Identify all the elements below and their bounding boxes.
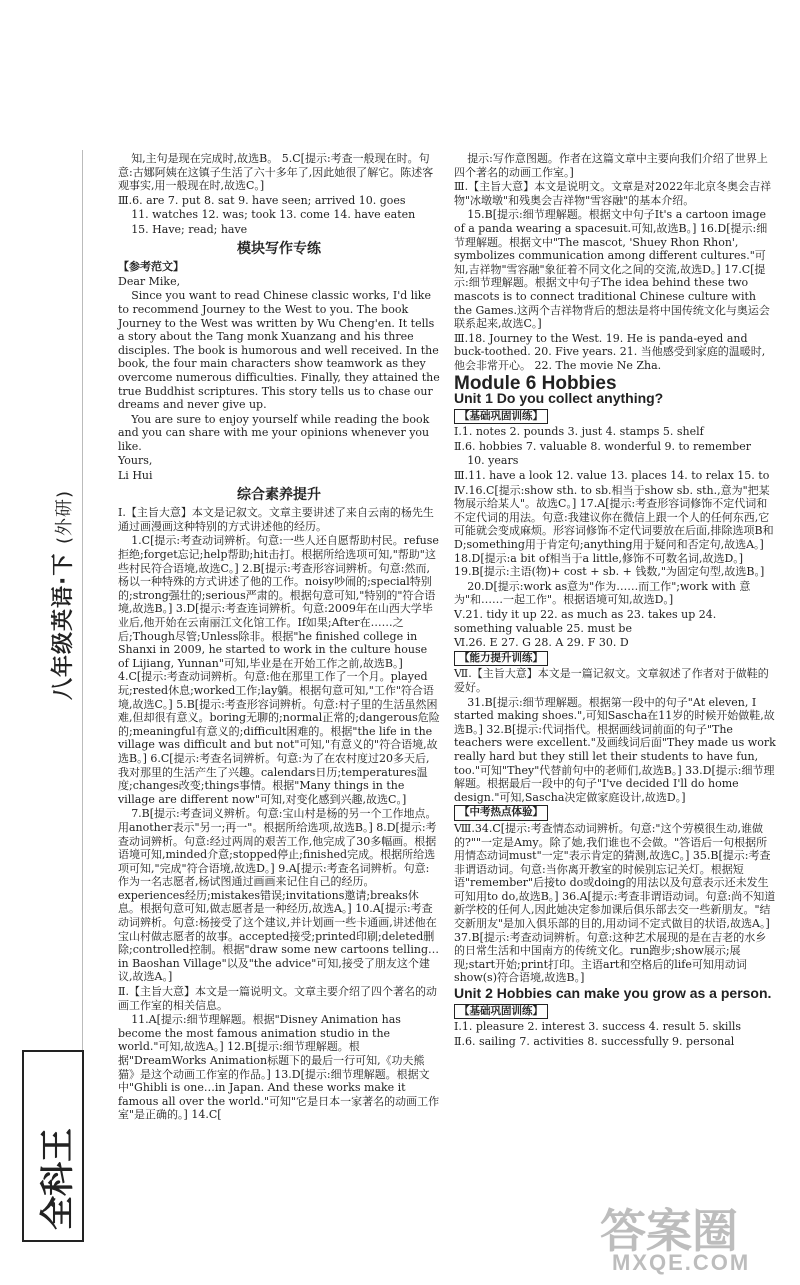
watermark-logo: 答案圈 <box>600 1204 738 1258</box>
book-spine <box>0 0 118 1285</box>
answer-paragraph: 1.C[提示:考查动词辨析。句意:一些人还自愿帮助村民。refuse拒绝;forget忘记;help帮助;hit击打。根据所给选项可知,"帮助"这些村民符合语境,故选C。] 2.B[提示:考查形容词辨析。句意:然而,杨以一种特殊的方式讲述了他的工作。noisy吵闹的;special特别的;strong强壮的;serious严肃的。根据句意可知,"特别的"符合语境,故选B。] 3.D[提示:考查连词辨析。句意:2009年在山西大学毕业后,他开始在云南丽江文化馆工作。If如果;After在……之后;Though尽管;Unless除非。根据"he finished college in Shanxi in 2009, he started to work in the culture house of Lijiang, Yunnan"可知,毕业是在开始工作之前,故选B。] 4.C[提示:考查动词辨析。句意:他在那里工作了一个月。played玩;rested休息;worked工作;lay躺。根据句意可知,"工作"符合语境,故选C。] 5.B[提示:考查形容词辨析。句意:村子里的生活虽然困难,但却很有意义。boring无聊的;normal正常的;dangerous危险的;meaningful有意义的;difficult困难的。根据"the life in the village was difficult and but not"可知,"有意义的"符合语境,故选B。] 6.C[提示:考查名词辨析。句意:为了在农村度过20多天后,我对那里的生活产生了兴趣。calendars日历;temperatures温度;changes改变;things事情。根据"Many things in the village are different now"可知,对变化感到兴趣,故选C。] <box>118 534 440 806</box>
answer-line: Ⅱ.6. hobbies 7. valuable 8. wonderful 9. to remember <box>454 439 751 453</box>
brand-name: 全科王 <box>38 1128 78 1230</box>
right-column <box>454 152 776 1049</box>
passage-summary: Ⅱ.【主旨大意】本文是一篇说明文。文章主要介绍了四个著名的动画工作室的相关信息。 <box>118 985 437 1012</box>
answer-line: 知,主句是现在完成时,故选B。 5.C[提示:考查一般现在时。句意:古娜阿姨在这镇子生活了六十多年了,因此她很了解它。陈述客观事实,用一般现在时,故选C。] <box>118 152 434 193</box>
left-column <box>118 152 440 1123</box>
passage-summary: Ⅰ.【主旨大意】本文是记叙文。文章主要讲述了来自云南的杨先生通过画漫画这种特别的方式讲述他的经历。 <box>118 506 434 533</box>
answer-line: Ⅰ.1. pleasure 2. interest 3. success 4. result 5. skills <box>454 1020 742 1034</box>
answer-line: 10. years <box>467 454 519 468</box>
watermark-url: MXQE.COM <box>612 1250 751 1275</box>
answer-paragraph: 15.B[提示:细节理解题。根据文中句子It's a cartoon image of a panda wearing a spacesuit.可知,故选B。] 16.D[提示:细节理解题。根据文中"The mascot, 'Shuey Rhon Rhon', symbolizes communication among different cultures."可知,吉祥物"雪容融"象征着不同文化之间的交流,故选D。] 17.C[提示:细节理解题。根据文中句子The idea behind these two mascots is to connect traditional Chinese culture with the Games.这两个吉祥物背后的想法是将中国传统文化与奥运会联系起来,故选C。] <box>454 208 770 331</box>
letter-body: You are sure to enjoy yourself while reading the book and you can share with me your opinions whenever you like. <box>118 412 430 453</box>
comprehensive-section-title: 综合素养提升 <box>237 486 321 503</box>
answer-paragraph: Ⅷ.34.C[提示:考查情态动词辨析。句意:"这个劳模很生动,谁做的?""一定是Amy。除了她,我们谁也不会做。"答语后一句根据所用情态动词must"一定"表示肯定的猜测,故选C。] 35.B[提示:考查非谓语动词。句意:当你离开教室的时候别忘记关灯。根据短语"remember"后接to do或doing的用法以及句意表示还未发生可知用to do,故选B。] 36.A[提示:考查非谓语动词。句意:尚不知道新学校的任何人,因此她决定参加课后俱乐部去交一些新朋友。"结交新朋友"是加入俱乐部的目的,用动词不定式做目的状语,故选A。] 37.B[提示:考查动词辨析。句意:这种艺术展现的是在吉老的水乡的日常生活和中国南方的传统文化。run跑步;show展示;展现;start开始;print打印。主语art和空格后的life可知用动词show(s)符合语境,故选B。] <box>454 821 776 985</box>
passage-summary: Ⅶ.【主旨大意】本文是一篇记叙文。文章叙述了作者对于做鞋的爱好。 <box>454 667 769 694</box>
exam-hotspot-label: 【中考热点体验】 <box>454 805 548 821</box>
letter-signature: Li Hui <box>118 469 153 483</box>
answer-line: Ⅲ.11. have a look 12. value 13. places 14. to relax 15. to <box>454 469 770 483</box>
answer-paragraph: 31.B[提示:细节理解题。根据第一段中的句子"At eleven, I started making shoes.",可知Sascha在11岁的时候开始做鞋,故选B。] 32.B[提示:代词指代。根据画线词前面的句子"The teachers were excellent."及画线词后面"They made us work really hard but they still let their students to have fun, too."可知"They"代替前句中的老师们,故选B。] 33.D[提示:细节理解题。根据最后一段中的句子"I've decided I'll do home design."可知,Sascha决定做家庭设计,故选D。] <box>454 695 776 804</box>
answer-line: 11. watches 12. was; took 13. come 14. have eaten <box>131 208 416 222</box>
unit1-heading: Unit 1 Do you collect anything? <box>454 390 664 407</box>
unit2-basic-training-label: 【基础巩固训练】 <box>454 1004 548 1020</box>
answer-line: Ⅰ.1. notes 2. pounds 3. just 4. stamps 5. shelf <box>454 425 704 439</box>
answer-line: 15. Have; read; have <box>131 222 248 236</box>
brand-logo <box>10 1050 88 1250</box>
answer-paragraph: Ⅲ.18. Journey to the West. 19. He is panda-eyed and buck-toothed. 20. Five years. 21. 当他感受到家庭的温暖时,他会非常开心。 22. The movie Ne Zha. <box>454 331 766 372</box>
answer-paragraph: 7.B[提示:考查词义辨析。句意:宝山村是杨的另一个工作地点。用another表示"另一;再一"。根据所给选项,故选B。] 8.D[提示:考查动词辨析。句意:经过两周的艰苦工作,他完成了30多幅画。根据语境可知,minded介意;stopped停止;finished完成。根据所给选项可知,"完成"符合语境,故选D。] 9.A[提示:考查名词辨析。句意:作为一名志愿者,杨试图通过画画来记住自己的经历。experiences经历;mistakes错误;invitations邀请;breaks休息。根据句意可知,做志愿者是一种经历,故选A。] 10.A[提示:考查动词辨析。句意:杨接受了这个建议,并计划画一些卡通画,讲述他在宝山村做志愿者的故事。accepted接受;printed印刷;deleted删除;controlled控制。根据"draw some new cartoons telling…in Baoshan Village"以及"the advice"可知,接受了朋友这个建议,故选A。] <box>118 807 439 984</box>
writing-section-title: 模块写作专练 <box>237 240 321 257</box>
passage-summary: Ⅲ.【主旨大意】本文是说明文。文章是对2022年北京冬奥会吉祥物"冰墩墩"和残奥会吉祥物"雪容融"的基本介绍。 <box>454 180 772 207</box>
answer-line: Ⅱ.6. sailing 7. activities 8. successfully 9. personal <box>454 1034 735 1048</box>
letter-body: Since you want to read Chinese classic works, I'd like to recommend Journey to the West to you. The book Journey to the West was written by Wu Cheng'en. It tells a story about the Tang monk Xuanzang and his three disciples. The book is humorous and well received. In the book, the four main characters show teamwork as they overcome numerous difficulties. Finally, they attained the true Buddhist scriptures. This story tells us to chase our dreams and never give up. <box>118 289 440 412</box>
answer-line: Ⅲ.6. are 7. put 8. sat 9. have seen; arrived 10. goes <box>118 193 406 207</box>
spine-book-label <box>24 430 84 710</box>
letter-greeting: Dear Mike, <box>118 274 181 288</box>
book-edition: (外研) <box>54 489 75 544</box>
answer-paragraph: 20.D[提示:work as意为"作为……而工作";work with 意为"和……一起工作"。根据语境可知,故选D。] <box>454 579 751 607</box>
basic-training-label: 【基础巩固训练】 <box>454 409 548 425</box>
answer-paragraph: 提示:写作意图题。作者在这篇文章中主要向我们介绍了世界上四个著名的动画工作室。] <box>454 152 768 179</box>
letter-closing: Yours, <box>118 454 153 468</box>
answer-paragraph: Ⅳ.16.C[提示:show sth. to sb.相当于show sb. sth.,意为"把某物展示给某人"。故选C。] 17.A[提示:考查形容词修饰不定代词和不定代词的用法。句意:我建议你在微信上跟一个人的任何东西,它可能就会变成麻烦。形容词修饰不定代词要放在后面,排除选项B和D;something用于肯定句;anything用于疑问和否定句,故选A。] 18.D[提示:a bit of相当于a little,修饰不可数名词,故选D。] 19.B[提示:主语(物)+ cost + sb. + 钱数,"为固定句型,故选B。] <box>454 483 774 579</box>
answer-line: Ⅴ.21. tidy it up 22. as much as 23. takes up 24. something valuable 25. must be <box>454 608 717 635</box>
answer-line: Ⅵ.26. E 27. G 28. A 29. F 30. D <box>454 636 629 650</box>
ability-training-label: 【能力提升训练】 <box>454 651 548 667</box>
answer-paragraph: 11.A[提示:细节理解题。根据"Disney Animation has become the most famous animation studio in the world."可知,故选A。] 12.B[提示:细节理解题。根据"DreamWorks Animation标题下的最后一行可知,《功夫熊猫》是这个动画工作室的作品。] 13.D[提示:细节理解题。根据文中"Ghibli is one…in Japan. And these works make it famous all over the world."可知"它是日本一家著名的动画工作室"是正确的。] 14.C[ <box>118 1013 440 1122</box>
book-title: 八年级英语·下 <box>51 552 76 700</box>
module-heading: Module 6 Hobbies <box>454 372 617 394</box>
unit2-heading: Unit 2 Hobbies can make you grow as a person. <box>454 985 772 1002</box>
sample-essay-tag: 【参考范文】 <box>118 260 184 274</box>
